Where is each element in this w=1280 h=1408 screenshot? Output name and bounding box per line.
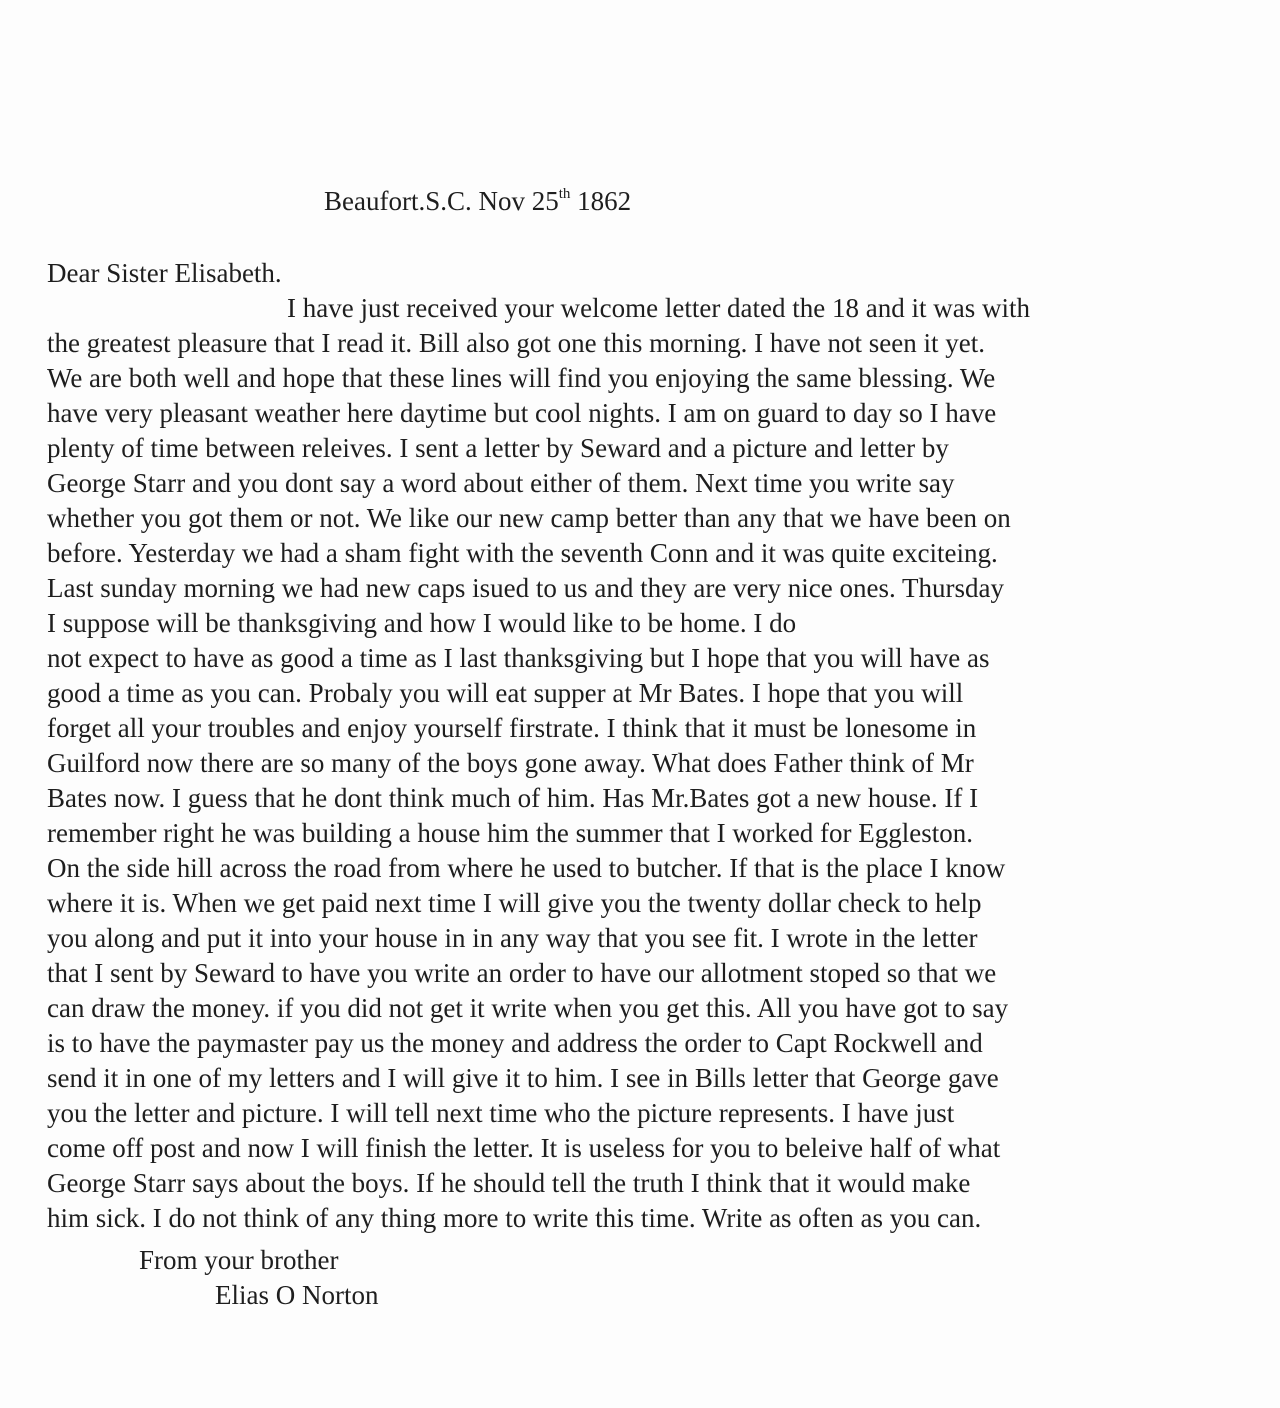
body-line: come off post and now I will finish the letter. It is useless for you to beleive half of what [47, 1133, 1001, 1163]
letter-dateline [324, 184, 631, 218]
year: 1862 [577, 186, 632, 216]
body-line: him sick. I do not think of any thing more to write this time. Write as often as you can. [47, 1203, 982, 1233]
body-line: Guilford now there are so many of the boys gone away. What does Father think of Mr [47, 748, 974, 778]
body-line: send it in one of my letters and I will give it to him. I see in Bills letter that George gave [47, 1063, 999, 1093]
body-line: not expect to have as good a time as I last thanksgiving but I hope that you will have as [47, 643, 990, 673]
body-line: We are both well and hope that these lines will find you enjoying the same blessing. We [47, 363, 996, 393]
body-line: can draw the money. if you did not get it write when you get this. All you have got to say [47, 993, 1009, 1023]
date-ordinal: th [558, 186, 571, 202]
signature: Elias O Norton [215, 1280, 379, 1310]
body-line: you the letter and picture. I will tell next time who the picture represents. I have just [47, 1098, 955, 1128]
body-line: On the side hill across the road from where he used to butcher. If that is the place I know [47, 853, 1006, 883]
body-line: George Starr and you dont say a word about either of them. Next time you write say [47, 468, 955, 498]
body-line: you along and put it into your house in in any way that you see fit. I wrote in the letter [47, 923, 978, 953]
body-line: Last sunday morning we had new caps isued to us and they are very nice ones. Thursday [47, 573, 1004, 603]
closing: From your brother [139, 1245, 339, 1275]
body-line: I have just received your welcome letter dated the 18 and it was with [287, 293, 1030, 323]
body-line: remember right he was building a house him the summer that I worked for Eggleston. [47, 818, 974, 848]
salutation: Dear Sister Elisabeth. [47, 258, 282, 288]
body-line: the greatest pleasure that I read it. Bill also got one this morning. I have not seen it yet. [47, 328, 985, 358]
body-line: George Starr says about the boys. If he should tell the truth I think that it would make [47, 1168, 971, 1198]
letter-body [47, 291, 1157, 1236]
body-line: forget all your troubles and enjoy yourself firstrate. I think that it must be lonesome in [47, 713, 977, 743]
body-line: before. Yesterday we had a sham fight with the seventh Conn and it was quite exciteing. [47, 538, 998, 568]
body-line: have very pleasant weather here daytime but cool nights. I am on guard to day so I have [47, 398, 997, 428]
body-line: where it is. When we get paid next time I will give you the twenty dollar check to help [47, 888, 982, 918]
body-line: Bates now. I guess that he dont think much of him. Has Mr.Bates got a new house. If I [47, 783, 979, 813]
body-line: plenty of time between releives. I sent a letter by Seward and a picture and letter by [47, 433, 949, 463]
place-date: Beaufort.S.C. Nov 25 [324, 186, 559, 216]
body-line: that I sent by Seward to have you write an order to have our allotment stoped so that we [47, 958, 997, 988]
body-line: I suppose will be thanksgiving and how I would like to be home. I do [47, 608, 797, 638]
body-line: is to have the paymaster pay us the money and address the order to Capt Rockwell and [47, 1028, 983, 1058]
body-line: good a time as you can. Probaly you will eat supper at Mr Bates. I hope that you will [47, 678, 964, 708]
body-line: whether you got them or not. We like our new camp better than any that we have been on [47, 503, 1011, 533]
